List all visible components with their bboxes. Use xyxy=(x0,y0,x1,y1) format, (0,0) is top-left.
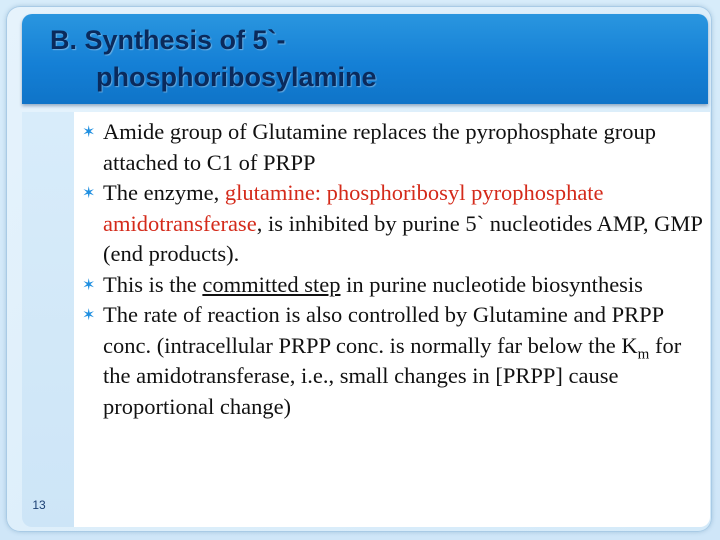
underlined-term: committed step xyxy=(202,271,341,297)
slide-title xyxy=(50,22,670,96)
bullet-item xyxy=(80,178,710,270)
bullet-text: for the amidotransferase, i.e., small changes in [PRPP] cause proportional change) xyxy=(103,332,682,419)
bullet-list xyxy=(80,117,710,422)
bullet-text: Amide group of Glutamine replaces the pyrophosphate group attached to C1 of PRPP xyxy=(103,119,656,175)
bullet-text: in purine nucleotide biosynthesis xyxy=(340,271,643,297)
bullet-item xyxy=(80,270,710,301)
slide-title-line-1: B. Synthesis of 5`- xyxy=(50,25,286,55)
bullet-text: , is inhibited by purine 5` nucleotides AMP, GMP (end products). xyxy=(103,210,703,266)
star-bullet-icon: ✶ xyxy=(82,274,96,294)
bullet-text: The enzyme, xyxy=(103,180,225,205)
slide-number: 13 xyxy=(32,498,46,512)
bullet-text: This is the xyxy=(103,271,203,297)
bullet-item xyxy=(80,300,710,422)
slide-title-line-2: phosphoribosylamine xyxy=(96,62,377,92)
star-bullet-icon: ✶ xyxy=(82,305,96,324)
star-bullet-icon: ✶ xyxy=(82,183,96,202)
star-bullet-icon: ✶ xyxy=(82,122,96,141)
subscript-m: m xyxy=(637,346,650,362)
bullet-text: The rate of reaction is also controlled by Glutamine and PRPP conc. (intracellular PRPP conc. is normally far below the K xyxy=(103,302,664,358)
enzyme-name: glutamine: phosphoribosyl pyrophosphate amidotransferase xyxy=(103,180,604,236)
left-margin-strip xyxy=(22,112,74,527)
bullet-item xyxy=(80,117,710,178)
